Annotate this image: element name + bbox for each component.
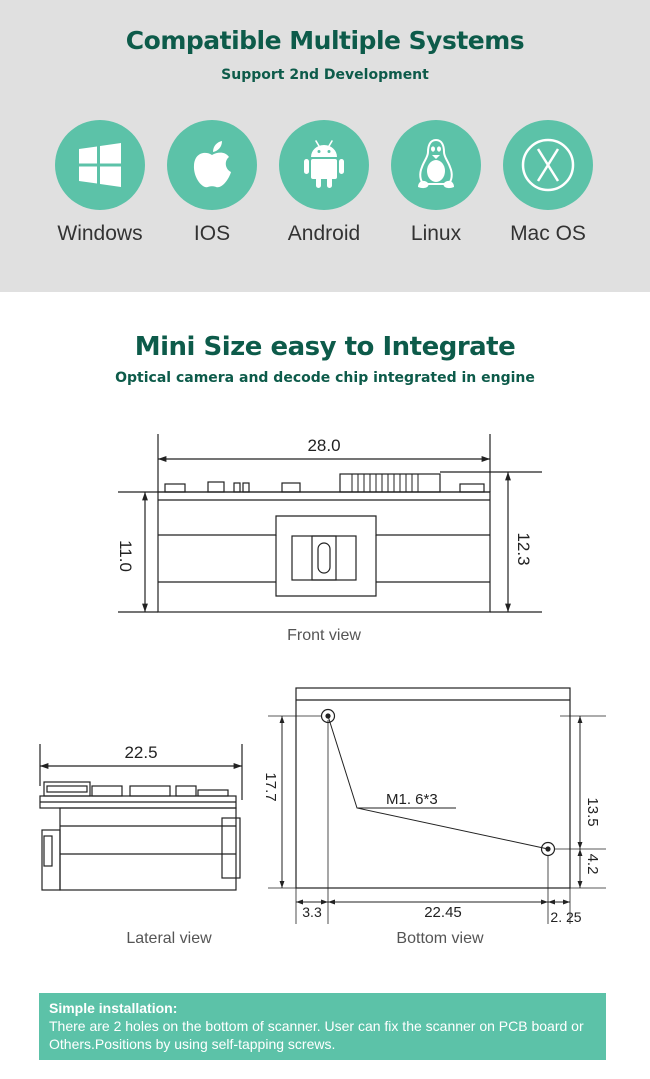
os-label-macos: Mac OS <box>510 222 586 245</box>
front-width-label: 28.0 <box>307 436 341 455</box>
bottom-left-height-label: 17.7 <box>262 772 279 802</box>
bottom-left-offset-label: 3.3 <box>302 904 322 920</box>
os-label-ios: IOS <box>193 222 231 245</box>
mini-size-subtitle: Optical camera and decode chip integrated in engine <box>115 370 535 386</box>
lateral-width-label: 22.5 <box>124 743 158 762</box>
front-view-caption: Front view <box>287 627 361 644</box>
os-label-linux: Linux <box>410 222 462 245</box>
installation-note <box>39 993 606 1060</box>
mini-size-title: Mini Size easy to Integrate <box>134 332 516 362</box>
installation-title: Simple installation: <box>49 1000 178 1016</box>
compatibility-title: Compatible Multiple Systems <box>125 26 525 55</box>
os-label-android: Android <box>287 222 361 245</box>
front-view-drawing <box>118 434 542 612</box>
bottom-right-offset-label: 2. 25 <box>550 909 582 925</box>
front-left-height-label: 11.0 <box>116 540 135 572</box>
front-right-height-label: 12.3 <box>514 532 533 566</box>
bottom-right-upper-label: 13.5 <box>584 797 601 827</box>
lateral-view-caption: Lateral view <box>126 930 212 947</box>
installation-text: There are 2 holes on the bottom of scanner. User can fix the scanner on PCB board or Others.Positions by using self-tapping screws. <box>49 1018 584 1052</box>
lateral-view-drawing <box>40 744 242 890</box>
compatibility-subtitle: Support 2nd Development <box>221 67 429 83</box>
bottom-view-caption: Bottom view <box>396 930 484 947</box>
hole-spec-label: M1. 6*3 <box>386 791 438 808</box>
bottom-hole-spacing-label: 22.45 <box>424 904 462 921</box>
os-label-windows: Windows <box>57 222 143 245</box>
bottom-right-lower-label: 4.2 <box>584 853 601 875</box>
